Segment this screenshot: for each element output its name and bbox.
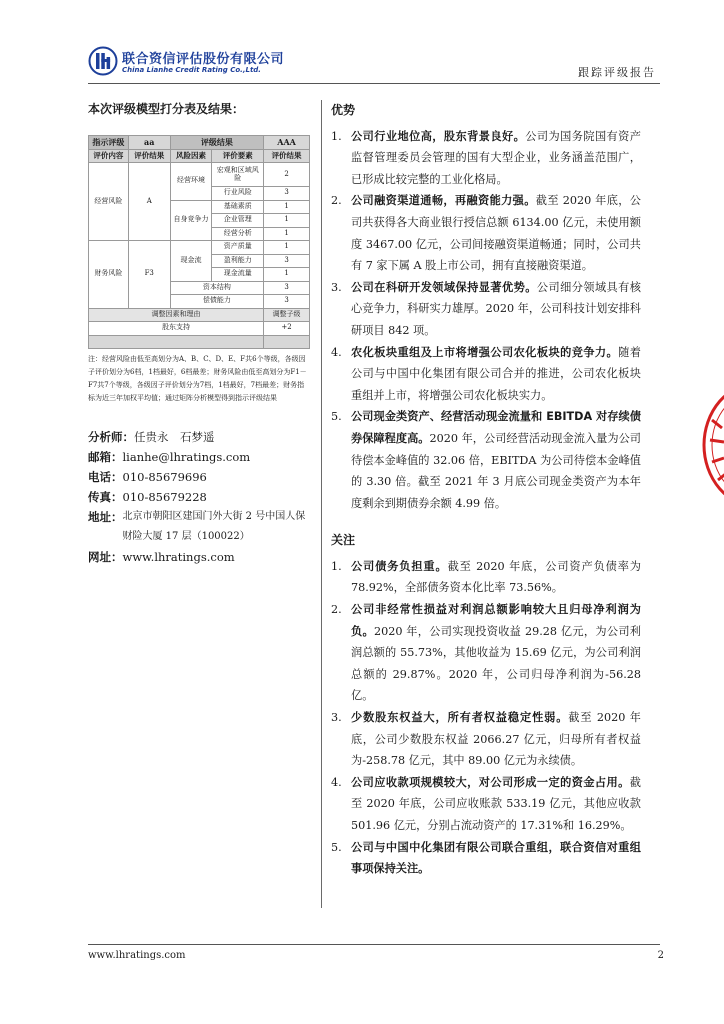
list-item (331, 190, 641, 276)
element-score: 1 (264, 227, 310, 241)
right-column (331, 100, 641, 880)
contact-block (88, 427, 310, 567)
item-heading: 公司现金类资产、经营活动现金流量和 EBITDA 对存续债券保障程度高。 (351, 410, 641, 445)
website-row (88, 547, 310, 567)
item-text (351, 190, 641, 276)
company-logo-icon (88, 46, 118, 76)
analyst-value: 任贵永 石梦遥 (134, 430, 215, 444)
item-body: 公司为国务院国有资产监督管理委员会管理的国有大型企业，业务涵盖范围广，已形成比较完整的工业化格局。 (351, 129, 641, 186)
company-name-en: China Lianhe Credit Rating Co.,Ltd. (122, 66, 261, 74)
item-heading: 农化板块重组及上市将增强公司农化板块的竞争力。 (351, 345, 619, 359)
header-divider (88, 83, 660, 84)
element-name: 盈利能力 (212, 254, 264, 268)
item-heading: 公司与中国中化集团有限公司联合重组，联合资信对重组事项保持关注。 (351, 840, 641, 876)
item-number: 5. (331, 840, 342, 854)
element-name: 偿债能力 (170, 295, 264, 309)
table-footer-blank (89, 335, 264, 349)
element-score: 1 (264, 200, 310, 214)
column-header: 评价要素 (212, 149, 264, 163)
company-name-cn: 联合资信评估股份有限公司 (122, 52, 285, 67)
table-note: 注：经营风险由低至高划分为A、B、C、D、E、F共6个等级，各级因子评价划分为6档，1档最好，6档最差；财务风险由低至高划分为F1－F7共7个等级，各级因子评价划分为7档，1档最好，7档最差；财务指标为近三年加权平均值；通过矩阵分析模型得到指示评级结果 (88, 355, 307, 402)
table-row (89, 241, 310, 255)
tel-label: 电话： (88, 470, 123, 484)
analyst-label: 分析师： (88, 430, 134, 444)
item-body: 随着公司与中国中化集团有限公司合并的推进，公司农化板块重组并上市，将增强公司农化板块实力。 (351, 345, 641, 402)
concerns-list (331, 556, 641, 880)
element-name: 企业管理 (212, 214, 264, 228)
item-body: 2020 年，公司实现投资收益 29.28 亿元，为公司利润总额的 55.73%，其他收益为 15.69 亿元，为公司利润总额的 29.87%。2020 年，公司归母净利润为-56.28 亿。 (351, 624, 641, 703)
report-type: 跟踪评级报告 (578, 66, 656, 79)
table-row (89, 322, 310, 336)
tel-value: 010-85679696 (122, 470, 207, 484)
email-value[interactable]: lianhe@lhratings.com (122, 450, 251, 464)
operating-environment-label: 经营环境 (170, 163, 212, 201)
column-divider (321, 100, 322, 908)
item-number: 2. (331, 194, 342, 208)
item-number: 1. (331, 559, 342, 573)
element-name: 行业风险 (212, 187, 264, 201)
list-item (331, 837, 641, 880)
list-item (331, 599, 641, 707)
element-score: 3 (264, 187, 310, 201)
table-row (89, 163, 310, 187)
list-item (331, 406, 641, 514)
cash-flow-label: 现金流 (170, 241, 212, 282)
item-body: 截至 2020 年底，公司资产负债率为 78.92%，全部债务资本化比率 73.56%。 (351, 559, 641, 595)
strengths-title: 优势 (331, 103, 356, 117)
item-text (351, 837, 641, 880)
item-heading: 公司融资渠道通畅，再融资能力强。 (351, 194, 536, 208)
address-row (88, 507, 310, 547)
company-seal-icon (700, 380, 724, 510)
table-row (89, 335, 310, 349)
concerns-title: 关注 (331, 533, 356, 548)
item-body: 公司细分领域具有核心竞争力，科研实力雄厚。2020 年，公司科技计划安排科研项目 842 项。 (351, 280, 641, 337)
element-score: 2 (264, 163, 310, 187)
indicative-rating-label: 指示评级 (89, 136, 129, 150)
fax-value: 010-85679228 (122, 490, 207, 504)
item-text (351, 599, 641, 707)
table-row (89, 308, 310, 322)
item-body: 截至 2020 年底，公司共获得各大商业银行授信总额 6134.00 亿元，未使用额度 3467.00 亿元，公司间接融资渠道畅通；同时，公司共有 7 家下属 A 股上市公司，拥有直接融资渠道。 (351, 194, 641, 273)
item-text (351, 556, 641, 599)
item-number: 4. (331, 345, 342, 359)
item-text (351, 406, 641, 514)
footer-divider (88, 944, 660, 945)
financial-risk-result: F3 (128, 241, 170, 309)
item-heading: 公司债务负担重。 (351, 559, 448, 573)
analyst-row (88, 427, 310, 447)
item-number: 3. (331, 711, 342, 725)
item-text (351, 277, 641, 342)
item-body: 2020 年，公司经营活动现金流入量为公司待偿本金峰值的 32.06 倍，EBITDA 为公司待偿本金峰值的 3.30 倍。截至 2021 年 3 月底公司现金类资产为本年度剩余到期债券余额 4.99 倍。 (351, 431, 641, 510)
strengths-list (331, 126, 641, 515)
shareholder-support-label: 股东支持 (89, 322, 264, 336)
financial-risk-label: 财务风险 (89, 241, 129, 309)
website-label: 网址： (88, 550, 123, 564)
rating-result-value: AAA (264, 136, 310, 150)
tel-row (88, 467, 310, 487)
column-header: 评价结果 (128, 149, 170, 163)
item-heading: 公司非经常性损益对利润总额影响较大且归母净利润为负。 (351, 603, 641, 638)
element-score: 1 (264, 268, 310, 282)
list-item (331, 277, 641, 342)
item-heading: 少数股东权益大，所有者权益稳定性弱。 (351, 711, 569, 725)
element-name: 基础素质 (212, 200, 264, 214)
score-table-title: 本次评级模型打分表及结果： (88, 102, 245, 116)
email-row (88, 447, 310, 467)
column-header: 风险因素 (170, 149, 212, 163)
page-number: 2 (657, 950, 664, 961)
element-score: 3 (264, 254, 310, 268)
element-name: 资本结构 (170, 281, 264, 295)
address-value: 北京市朝阳区建国门外大街 2 号中国人保财险大厦 17 层（100022） (122, 511, 306, 542)
item-text (351, 342, 641, 407)
element-name: 现金流量 (212, 268, 264, 282)
email-label: 邮箱： (88, 450, 123, 464)
section-gap (331, 514, 641, 530)
column-header: 评价结果 (264, 149, 310, 163)
table-header-row (89, 149, 310, 163)
score-table (88, 135, 310, 349)
list-item (331, 556, 641, 599)
website-value[interactable]: www.lhratings.com (122, 550, 235, 564)
element-score: 3 (264, 281, 310, 295)
list-item (331, 772, 641, 837)
element-name: 宏观和区域风险 (212, 163, 264, 187)
item-heading: 公司在科研开发领域保持显著优势。 (351, 280, 537, 294)
item-heading: 公司行业地位高，股东背景良好。 (351, 129, 526, 143)
footer-url[interactable]: www.lhratings.com (88, 950, 186, 961)
item-text (351, 126, 641, 191)
fax-label: 传真： (88, 490, 123, 504)
item-number: 4. (331, 775, 342, 789)
fax-row (88, 487, 310, 507)
item-number: 2. (331, 603, 342, 617)
operating-risk-label: 经营风险 (89, 163, 129, 241)
self-competitiveness-label: 自身竞争力 (170, 200, 212, 241)
table-footer-blank (264, 335, 310, 349)
item-number: 3. (331, 280, 342, 294)
item-body: 截至 2020 年底，公司少数股东权益 2066.27 亿元，归母所有者权益为-258.78 亿元，其中 89.00 亿元为永续债。 (351, 711, 641, 768)
item-number: 1. (331, 129, 342, 143)
element-score: 1 (264, 214, 310, 228)
left-column (88, 100, 310, 567)
shareholder-support-value: +2 (264, 322, 310, 336)
list-item (331, 342, 641, 407)
adjustment-label: 调整因素和理由 (89, 308, 264, 322)
address-label: 地址： (88, 510, 123, 524)
list-item (331, 707, 641, 772)
adjustment-value: 调整子级 (264, 308, 310, 322)
operating-risk-result: A (128, 163, 170, 241)
item-text (351, 772, 641, 837)
indicative-rating-value: aa (128, 136, 170, 150)
rating-result-label: 评级结果 (170, 136, 264, 150)
table-row (89, 136, 310, 150)
page-header (88, 44, 660, 82)
list-item (331, 126, 641, 191)
item-number: 5. (331, 410, 342, 424)
element-name: 经营分析 (212, 227, 264, 241)
item-text (351, 707, 641, 772)
element-score: 3 (264, 295, 310, 309)
element-name: 资产质量 (212, 241, 264, 255)
item-body: 截至 2020 年底，公司应收账款 533.19 亿元，其他应收款 501.96 亿元，分别占流动资产的 17.31%和 16.29%。 (351, 775, 641, 832)
element-score: 1 (264, 241, 310, 255)
column-header: 评价内容 (89, 149, 129, 163)
item-heading: 公司应收款项规模较大，对公司形成一定的资金占用。 (351, 775, 630, 789)
